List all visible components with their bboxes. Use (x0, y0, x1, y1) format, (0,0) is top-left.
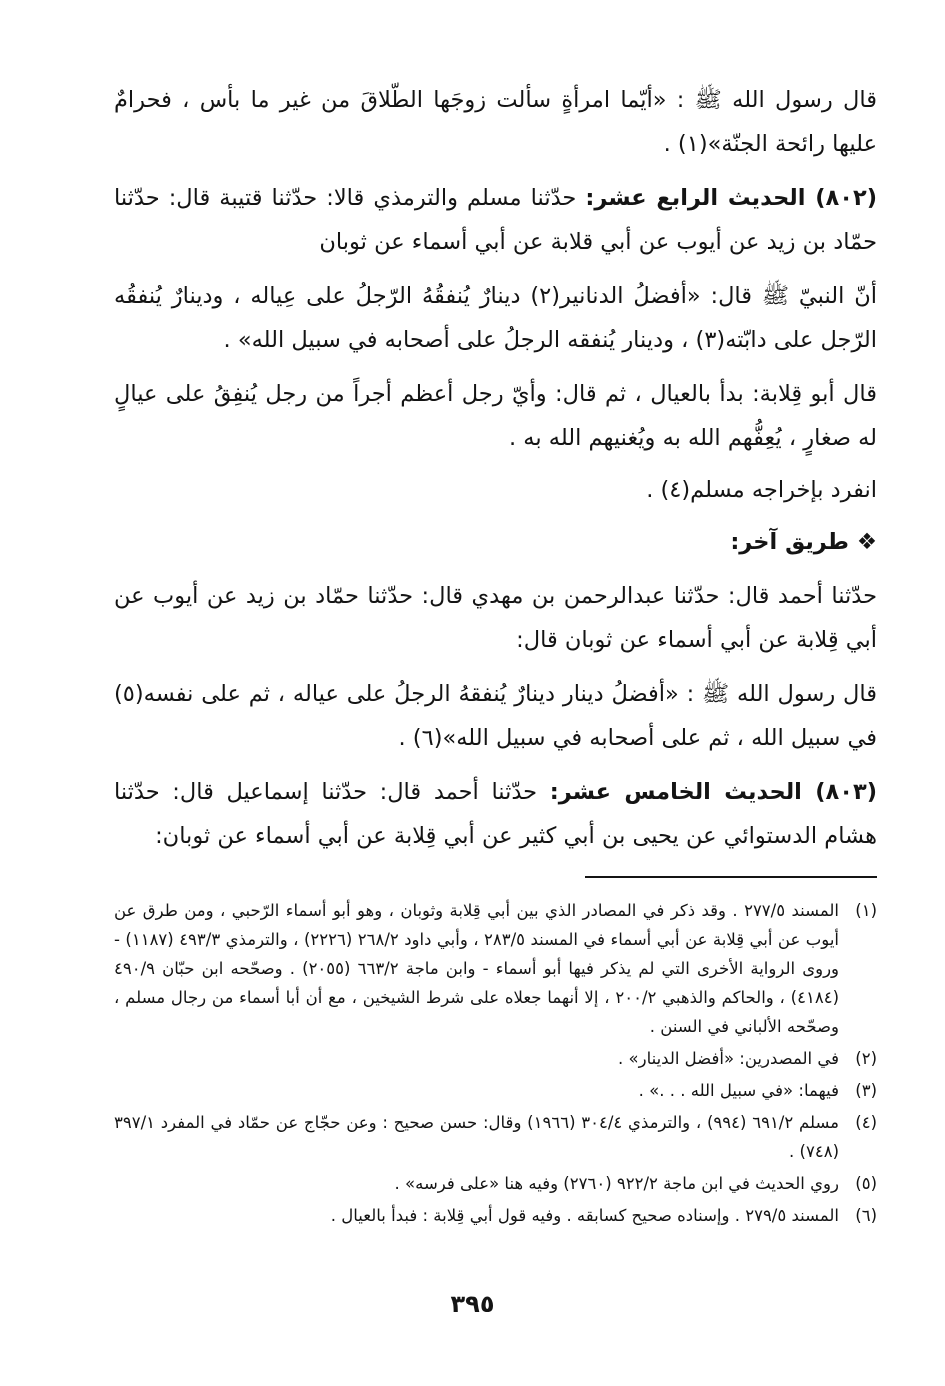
footnote-text: روي الحديث في ابن ماجة ٩٢٢/٢ (٢٧٦٠) وفيه هنا «على فرسه» . (394, 1174, 839, 1193)
hadith-802-isnad: حدّثنا مسلم والترمذي قالا: حدّثنا قتيبة قال: حدّثنا حمّاد بن زيد عن أيوب عن أبي قلابة عن أبي أسماء عن ثوبان (114, 185, 877, 255)
footnote-number: (٤) (855, 1113, 877, 1132)
footnote-number: (٢) (855, 1049, 877, 1068)
footnote (114, 1108, 877, 1166)
footnotes (114, 896, 877, 1233)
hadith-803-isnad: حدّثنا أحمد قال: حدّثنا إسماعيل قال: حدّثنا هشام الدستوائي عن يحيى بن أبي كثير عن أبي قِلابة عن أبي أسماء عن ثوبان: (114, 779, 877, 849)
footnote-number: (٣) (855, 1081, 877, 1100)
footnote-number: (٦) (855, 1206, 877, 1225)
footnote (114, 896, 877, 1041)
page-number: ٣٩٥ (450, 1290, 495, 1318)
section-subheading: ❖ طريق آخر: (730, 529, 877, 555)
footnote (114, 1201, 877, 1230)
footnote-text: مسلم ٦٩١/٢ (٩٩٤) ، والترمذي ٣٠٤/٤ (١٩٦٦) وقال: حسن صحيح : وعن حجّاج عن حمّاد في المفرد ٣٩٧/١ (٧٤٨) . (114, 1113, 839, 1161)
footnote-text: المسند ٢٧٧/٥ . وقد ذكر في المصادر الذي بين أبي قِلابة وثوبان ، وهو أبو أسماء الرّحبي ، ومن طرق عن أيوب عن أبي قِلابة عن أبي أسماء في المسند ٢٨٣/٥ ، وأبي داود ٢٦٨/٢ (٢٢٢٦) ، والترمذي ٤٩٣/٣ (١١٨٧) - وروى الرواية الأخرى التي لم يذكر فيها أبو أسماء - وابن ماجة ٦٦٣/٢ (٢٠٥٥) . وصحّحه ابن حبّان ٤٩٠/٩ (٤١٨٤) ، والحاكم والذهبي ٢٠٠/٢ ، إلا أنهما جعلاه على شرط الشيخين ، مع أن أبا أسماء من رجال مسلم ، وصحّحه الألباني في السنن . (114, 901, 840, 1036)
hadith-803 (114, 770, 877, 858)
footnote-text: المسند ٢٧٩/٥ . وإسناده صحيح كسابقه . وفيه قول أبي قِلابة : فبدأ بالعيال . (330, 1206, 839, 1225)
footnote-divider (585, 876, 877, 878)
main-text (114, 78, 877, 868)
footnote (114, 1076, 877, 1105)
footnote-number: (١) (855, 901, 877, 920)
footnote-text: في المصدرين: «أفضل الدينار» . (618, 1049, 839, 1068)
paragraph-4: قال أبو قِلابة: بدأ بالعيال ، ثم قال: وأيّ رجل أعظم أجراً من رجل يُنفِقُ على عيالٍ له صغارٍ ، يُعِفُّهم الله به ويُغنيهم الله به . (114, 381, 877, 451)
footnote-text: فيهما: «في سبيل الله . . .» . (638, 1081, 839, 1100)
paragraph-5: انفرد بإخراجه مسلم(٤) . (646, 477, 877, 503)
hadith-802 (114, 176, 877, 264)
hadith-802-heading: (٨٠٢) الحديث الرابع عشر: (585, 185, 877, 211)
footnote (114, 1044, 877, 1073)
paragraph-7: قال رسول الله ﷺ : «أفضلُ دينار دينارٌ يُنفقهُ الرجلُ على عياله ، ثم على نفسه(٥) في سبيل الله ، ثم على أصحابه في سبيل الله»(٦) . (114, 681, 877, 751)
paragraph-1: قال رسول الله ﷺ : «أيّما امرأةٍ سألت زوجَها الطّلاقَ من غير ما بأس ، فحرامٌ عليها رائحة الجنّة»(١) . (114, 87, 877, 157)
hadith-803-heading: (٨٠٣) الحديث الخامس عشر: (549, 779, 877, 805)
paragraph-3: أنّ النبيّ ﷺ قال: «أفضلُ الدنانير(٢) دينارٌ يُنفقُهُ الرّجلُ على عِياله ، ودينارٌ يُنفقُه الرّجل على دابّته(٣) ، ودينار يُنفقه الرجلُ على أصحابه في سبيل الله» . (114, 283, 877, 353)
paragraph-6: حدّثنا أحمد قال: حدّثنا عبدالرحمن بن مهدي قال: حدّثنا حمّاد بن زيد عن أيوب عن أبي قِلابة عن أبي أسماء عن ثوبان قال: (114, 583, 877, 653)
footnote-number: (٥) (855, 1174, 877, 1193)
footnote (114, 1169, 877, 1198)
